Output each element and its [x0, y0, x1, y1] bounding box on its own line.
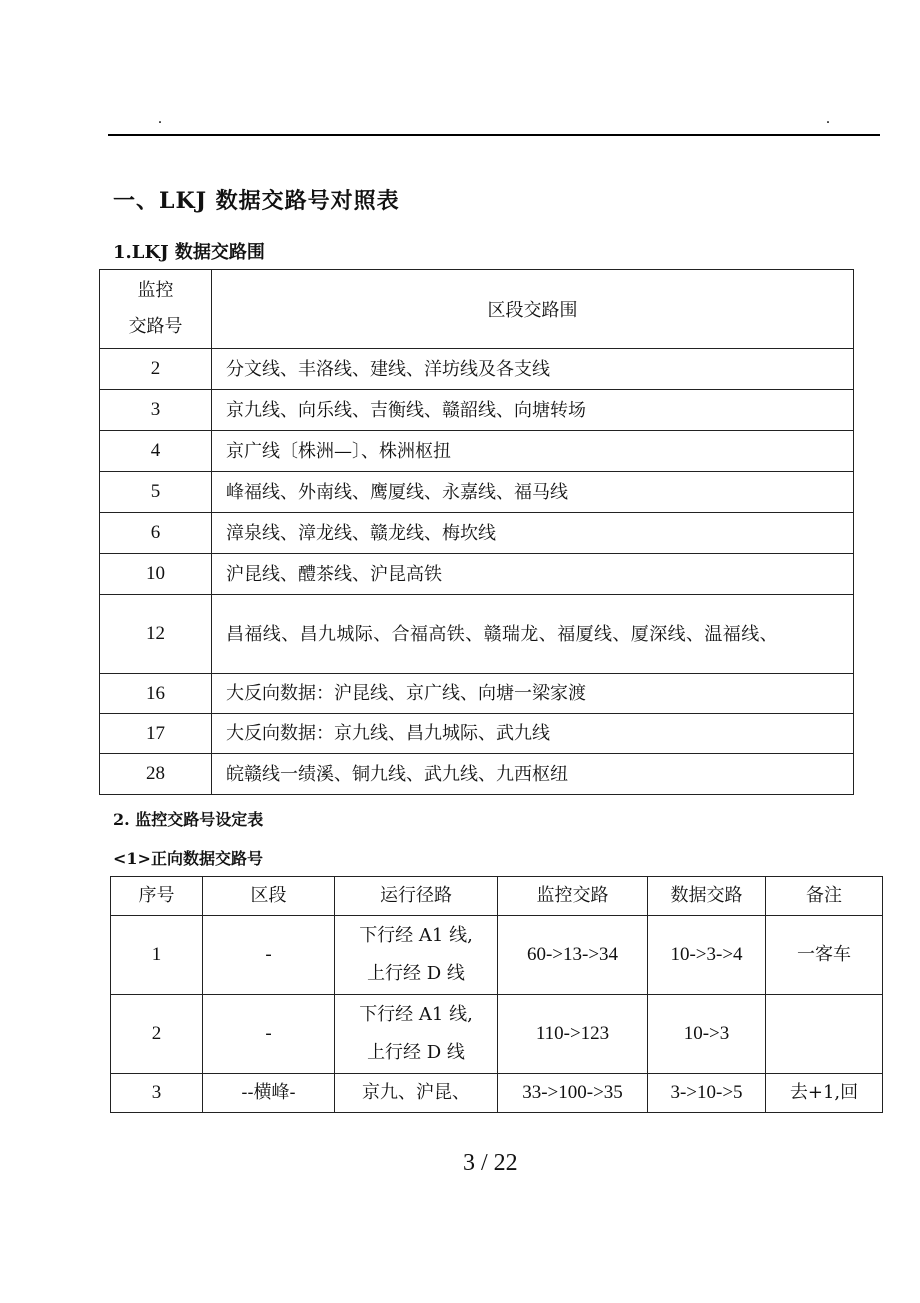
header-range: 区段交路围: [212, 270, 854, 349]
table-row: [100, 349, 854, 390]
table-row: [100, 390, 854, 431]
route: [335, 916, 498, 995]
header-data-route: 数据交路: [648, 877, 766, 916]
table-row: [111, 916, 883, 995]
seq: 1: [111, 916, 203, 995]
route-line: 上行经 D 线: [367, 1042, 465, 1063]
route-range: 昌福线、昌九城际、合福高铁、赣瑞龙、福厦线、厦深线、温福线、: [212, 595, 854, 674]
route-line: 下行经 A1 线,: [359, 925, 473, 946]
section2-heading: 2. 监控交路号设定表: [113, 810, 264, 829]
note: 一客车: [766, 916, 883, 995]
section1-heading: 1.LKJ 数据交路围: [113, 242, 265, 263]
header-left-mark: .: [158, 110, 162, 127]
data-route: 10->3->4: [648, 916, 766, 995]
route-no: 3: [100, 390, 212, 431]
table-row: [100, 554, 854, 595]
route: [335, 995, 498, 1074]
route-no: 2: [100, 349, 212, 390]
section: -: [203, 995, 335, 1074]
header-rule: [108, 134, 880, 136]
monitor-route: 60->13->34: [498, 916, 648, 995]
header-section: 区段: [203, 877, 335, 916]
section: -: [203, 916, 335, 995]
page-number: 3 / 22: [463, 1150, 518, 1176]
route-range: 大反向数据：沪昆线、京广线、向塘一梁家渡: [212, 674, 854, 714]
route-range: 分文线、丰洛线、建线、洋坊线及各支线: [212, 349, 854, 390]
route-no: 17: [100, 714, 212, 754]
table-row: [111, 1074, 883, 1113]
route-no: 28: [100, 754, 212, 795]
monitor-route: 110->123: [498, 995, 648, 1074]
header-line: 交路号: [128, 316, 183, 337]
section2-subheading: <1>正向数据交路号: [113, 849, 263, 868]
note: [766, 995, 883, 1074]
table-row: [100, 714, 854, 754]
table-row: [100, 595, 854, 674]
route-setting-table: [110, 876, 883, 1113]
table-header-row: [111, 877, 883, 916]
route-range: 大反向数据：京九线、昌九城际、武九线: [212, 714, 854, 754]
table-row: [100, 674, 854, 714]
table-row: [100, 472, 854, 513]
header-monitor-route: 监控交路: [498, 877, 648, 916]
header-seq: 序号: [111, 877, 203, 916]
data-route: 10->3: [648, 995, 766, 1074]
header-route: 运行径路: [335, 877, 498, 916]
table-row: [100, 513, 854, 554]
route-no: 5: [100, 472, 212, 513]
route-line: 上行经 D 线: [367, 963, 465, 984]
route-range: 峰福线、外南线、鹰厦线、永嘉线、福马线: [212, 472, 854, 513]
route-range: 漳泉线、漳龙线、赣龙线、梅坎线: [212, 513, 854, 554]
table-row: [100, 431, 854, 472]
note: 去+1,回: [766, 1074, 883, 1113]
route-no: 6: [100, 513, 212, 554]
route-no: 10: [100, 554, 212, 595]
route: 京九、沪昆、: [335, 1074, 498, 1113]
monitor-route: 33->100->35: [498, 1074, 648, 1113]
header-note: 备注: [766, 877, 883, 916]
route-range: 京九线、向乐线、吉衡线、赣韶线、向塘转场: [212, 390, 854, 431]
header-monitor-route-no: [100, 270, 212, 349]
section: --横峰-: [203, 1074, 335, 1113]
seq: 2: [111, 995, 203, 1074]
route-no: 16: [100, 674, 212, 714]
data-route: 3->10->5: [648, 1074, 766, 1113]
table-row: [111, 995, 883, 1074]
table-header-row: [100, 270, 854, 349]
route-range: 沪昆线、醴茶线、沪昆高铁: [212, 554, 854, 595]
seq: 3: [111, 1074, 203, 1113]
header-line: 监控: [137, 280, 174, 301]
page-title: 一、LKJ 数据交路号对照表: [113, 188, 400, 214]
route-no: 12: [100, 595, 212, 674]
header-right-mark: .: [826, 110, 830, 127]
route-line: 下行经 A1 线,: [359, 1004, 473, 1025]
route-no: 4: [100, 431, 212, 472]
route-range: 皖赣线一绩溪、铜九线、武九线、九西枢纽: [212, 754, 854, 795]
route-range: 京广线〔株洲—〕、株洲枢扭: [212, 431, 854, 472]
route-range-table: [99, 269, 854, 795]
table-row: [100, 754, 854, 795]
